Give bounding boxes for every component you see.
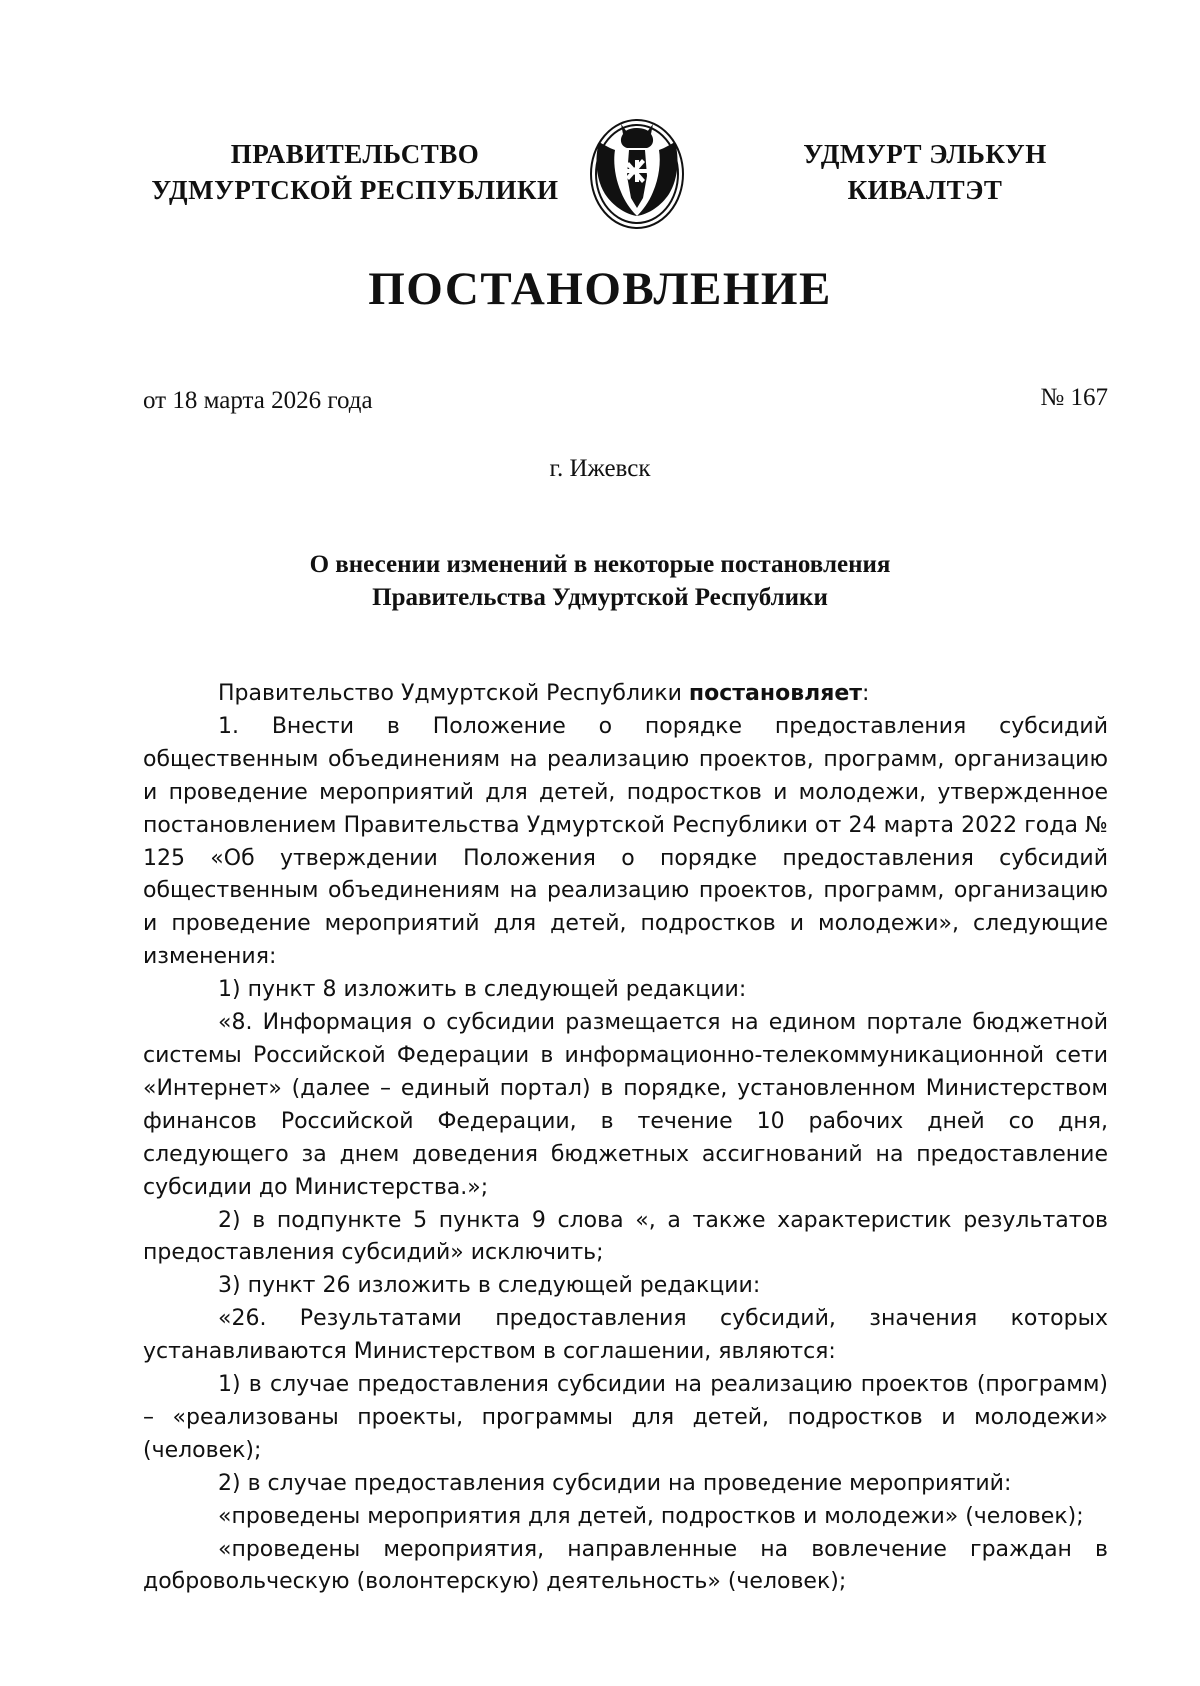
body-paragraph: «8. Информация о субсидии размещается на едином портале бюджетной системы Российской Федерации в информационно-телекоммуникационной сети «Интернет» (далее – единый портал) в порядке, установленном Министерством финансов Российской Федерации, в течение 10 рабочих дней со дня, следующего за днем доведения бюджетных ассигнований на предоставление субсидии до Министерства.»; xyxy=(143,1010,1108,1200)
body-paragraph: 1) в случае предоставления субсидии на реализацию проектов (программ) – «реализованы проекты, программы для детей, подростков и молодежи» (человек); xyxy=(143,1372,1108,1463)
body-paragraph: 2) в случае предоставления субсидии на проведение мероприятий: xyxy=(218,1470,1012,1496)
document-title xyxy=(0,548,1200,614)
body-paragraph: «проведены мероприятия для детей, подростков и молодежи» (человек); xyxy=(218,1503,1084,1529)
title-line2: Правительства Удмуртской Республики xyxy=(372,584,828,611)
header-right-line1: УДМУРТ ЭЛЬКУН xyxy=(803,139,1047,169)
header-right-line2: КИВАЛТЭТ xyxy=(847,175,1003,205)
body-paragraph: 3) пункт 26 изложить в следующей редакции: xyxy=(218,1273,761,1299)
body-paragraph: «26. Результатами предоставления субсидий, значения которых устанавливаются Министерством в соглашении, являются: xyxy=(143,1306,1108,1365)
document-place: г. Ижевск xyxy=(549,455,651,482)
intro-bold: постановляет xyxy=(688,681,863,706)
body-paragraph: «проведены мероприятия, направленные на вовлечение граждан в добровольческую (волонтерскую) деятельность» (человек); xyxy=(143,1536,1108,1595)
header-right xyxy=(760,136,1090,208)
intro-suffix: : xyxy=(862,681,870,706)
body-paragraph: 1. Внести в Положение о порядке предоставления субсидий общественным объединениям на реализацию проектов, программ, организацию и проведение мероприятий для детей, подростков и молодежи, утвержденное постановлением Правительства Удмуртской Республики от 24 марта 2022 года № 125 «Об утверждении Положения о порядке предоставления субсидий общественным объединениям на реализацию проектов, программ, организацию и проведение мероприятий для детей, подростков и молодежи», следующие изменения: xyxy=(143,713,1108,970)
header-left-line2: УДМУРТСКОЙ РЕСПУБЛИКИ xyxy=(151,175,559,205)
document-type: ПОСТАНОВЛЕНИЕ xyxy=(368,263,832,315)
document-number: № 167 xyxy=(1040,384,1108,411)
intro-paragraph xyxy=(143,678,1108,711)
title-line1: О внесении изменений в некоторые постановления xyxy=(309,551,891,578)
header-left-line1: ПРАВИТЕЛЬСТВО xyxy=(230,139,480,169)
header-left xyxy=(135,136,575,208)
intro-prefix: Правительство Удмуртской Республики xyxy=(218,681,689,706)
body-paragraph: 1) пункт 8 изложить в следующей редакции: xyxy=(218,977,747,1003)
body-paragraph: 2) в подпункте 5 пункта 9 слова «, а также характеристик результатов предоставления субсидий» исключить; xyxy=(143,1207,1108,1266)
udmurt-coat-of-arms-icon xyxy=(585,116,689,232)
document-date: от 18 марта 2026 года xyxy=(143,387,373,414)
document-body xyxy=(143,678,1108,1599)
